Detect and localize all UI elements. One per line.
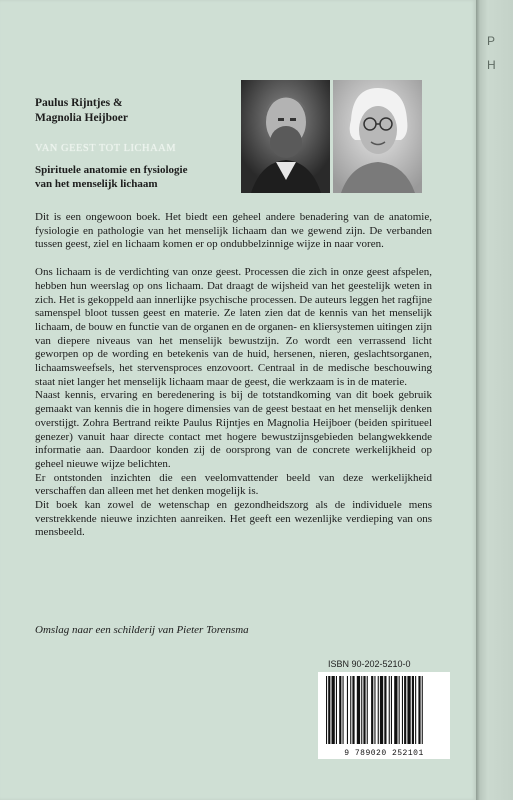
author-photo-heijboer [333, 80, 422, 193]
author-line-2: Magnolia Heijboer [35, 112, 128, 124]
barcode-digits: 9 789020 252101 [344, 749, 424, 758]
blurb-paragraph-3: Naast kennis, ervaring en beredenering is bij de totstandkoming van dit boek gebruik gemaakt van kennis die in hogere dimensies van de geest bestaat en het menselijk denken overstijgt. Zohra Bertrand reikte Paulus Rijntjes en Magnolia Heijboer (beiden spiritueel genezer) vanuit haar directe contact met hogere bewustzijnsgebieden belangwekkende informatie aan. Daardoor konden zij de oorsprong van de concrete werkelijkheid op geheel nieuwe wijze belichten. [35, 389, 432, 470]
authors [35, 96, 128, 126]
cover-credit: Omslag naar een schilderij van Pieter Torensma [35, 624, 249, 636]
isbn-label: ISBN 90-202-5210-0 [328, 659, 411, 669]
barcode-bars [318, 672, 450, 748]
subtitle-line-1: Spirituele anatomie en fysiologie [35, 164, 188, 176]
blurb-paragraph-5: Dit boek kan zowel de wetenschap en gezondheidszorg als de individuele mens verstrekkende nieuwe inzichten aanreiken. Het geeft een wezenlijke verdieping van ons mensbeeld. [35, 499, 432, 539]
blurb-paragraph-2: Ons lichaam is de verdichting van onze geest. Processen die zich in onze geest afspelen, hebben hun weerslag op ons lichaam. Dat draagt de wijsheid van het geestelijk weten in zich. Het is gekoppeld aan innerlijke psychische processen. De auteurs leggen het ragfijne samenspel bloot tussen geest en materie. Ze laten zien dat de kennis van het menselijk lichaam, de bouw en functie van de organen en de organen- en kliersystemen uitingen zijn van diepere niveaus van het menselijk bewustzijn. Zo wordt een verrassend licht geworpen op de wording en betekenis van de huid, hersenen, nieren, geslachtsorganen, lichaamsweefsels, het stervensproces enzovoort. Centraal in de medische beschouwing staat niet langer het menselijk lichaam maar de geest, die werkzaam is in de materie. [35, 266, 432, 388]
spine-letter-bottom: H [487, 58, 497, 72]
author-photos [241, 80, 422, 193]
subtitle-line-2: van het menselijk lichaam [35, 178, 158, 190]
book-title: VAN GEEST TOT LICHAAM [35, 143, 177, 154]
barcode [318, 672, 450, 759]
book-spine [476, 0, 513, 800]
author-photo-rijntjes [241, 80, 330, 193]
book-subtitle [35, 163, 187, 191]
author-line-1: Paulus Rijntjes & [35, 97, 123, 109]
blurb-paragraph-4: Er ontstonden inzichten die een veelomvattender beeld van deze werkelijkheid verschaffen dan alleen met het denken mogelijk is. [35, 471, 432, 498]
blurb [35, 211, 432, 540]
spine-letter-top: P [487, 34, 497, 48]
blurb-paragraph-1: Dit is een ongewoon boek. Het biedt een geheel andere benadering van de anatomie, fysiologie en pathologie van het menselijk lichaam dan we gewend zijn. De verbanden tussen geest, ziel en lichaam komen er op ondubbelzinnige wijze in naar voren. [35, 211, 432, 251]
